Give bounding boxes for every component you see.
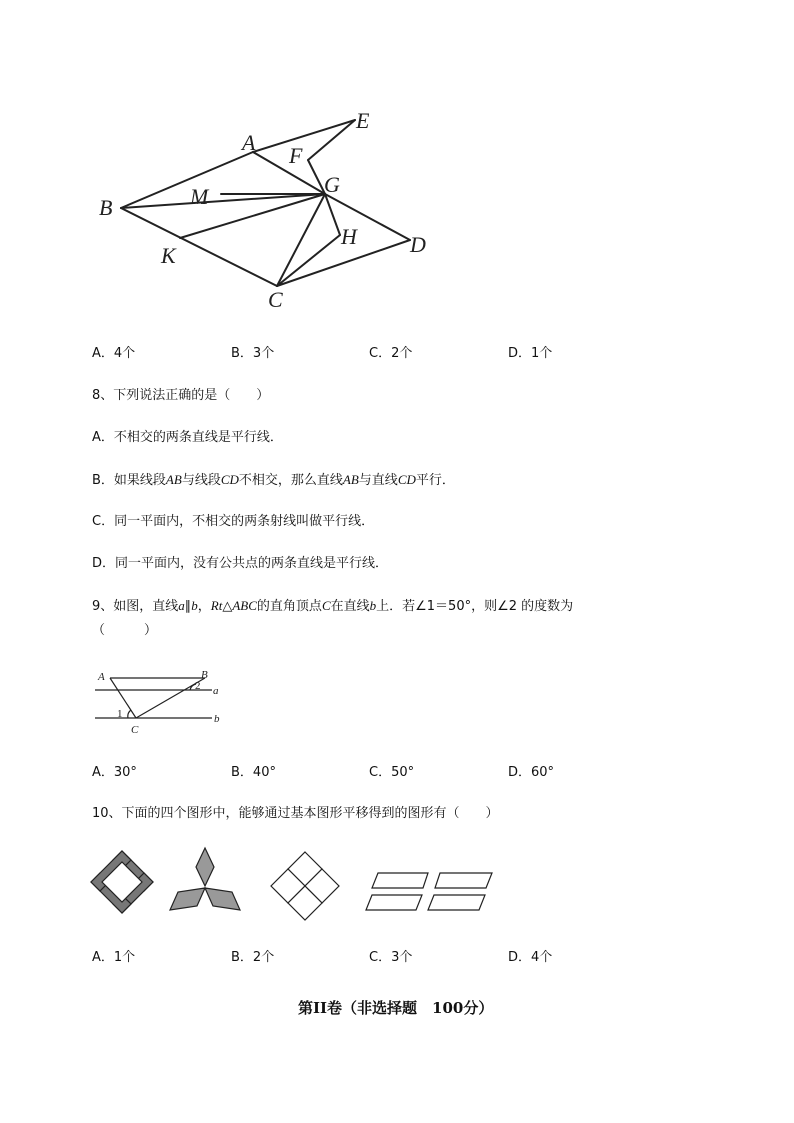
q7-option-a: A．4个 <box>92 346 136 361</box>
q9-fig-label-2: 2 <box>195 680 201 692</box>
q7-option-d: D．1个 <box>508 346 553 361</box>
q9-fig-label-1: 1 <box>117 708 123 720</box>
q9-line-b2: b <box>369 598 377 613</box>
q10-figure-1 <box>91 851 153 913</box>
q7-option-b: B．3个 <box>231 346 275 361</box>
q9-option-a: A．30° <box>92 765 137 780</box>
q9-text: 上．若∠1＝50°，则∠2 的度数为 <box>376 599 574 614</box>
section-title: 第II卷（非选择题 100分） <box>298 999 494 1017</box>
q9-text: 的直角顶点 <box>256 599 322 614</box>
q8-b-text: 与直线 <box>358 473 398 488</box>
q8-b-text: 平行． <box>415 473 455 488</box>
q10-option-b: B．2个 <box>231 950 275 965</box>
fig7-label-F: F <box>289 143 303 168</box>
q10-option-a: A．1个 <box>92 950 136 965</box>
q9-fig-label-A: A <box>98 671 105 683</box>
q9-triangle-symbol: △ <box>222 599 233 614</box>
q9-text: 在直线 <box>330 599 370 614</box>
q9-parallel-symbol: ∥ <box>184 599 192 614</box>
q9-text: 9、如图，直线 <box>92 599 179 614</box>
fig7-label-D: D <box>410 232 426 257</box>
q9-fig-label-a: a <box>213 685 219 697</box>
q9-fig-label-B: B <box>201 669 208 681</box>
q9-line-b: b <box>191 598 198 613</box>
q9-fig-label-b: b <box>214 713 220 725</box>
q8-b-text: 不相交，那么直线 <box>238 473 343 488</box>
q8-b-segment-ab: AB <box>165 472 182 487</box>
q10-stem: 10、下面的四个图形中，能够通过基本图形平移得到的图形有（ ） <box>92 806 499 821</box>
q8-option-d: D．同一平面内，没有公共点的两条直线是平行线． <box>92 556 389 571</box>
q7-option-c: C．2个 <box>369 346 413 361</box>
fig7-label-K: K <box>161 243 176 268</box>
q10-figure-3 <box>271 852 339 920</box>
q9-option-d: D．60° <box>508 765 555 780</box>
q8-option-a: A．不相交的两条直线是平行线． <box>92 430 283 445</box>
q9-answer-paren: （ ） <box>92 623 158 638</box>
fig7-label-E: E <box>356 108 370 133</box>
q8-b-line-ab: AB <box>342 472 359 487</box>
q10-figure-2 <box>170 848 240 910</box>
fig7-label-B: B <box>99 195 113 220</box>
q9-option-b: B．40° <box>231 765 276 780</box>
q9-option-c: C．50° <box>369 765 415 780</box>
fig7-label-M: M <box>190 184 209 209</box>
q10-option-c: C．3个 <box>369 950 413 965</box>
q9-line-a: a <box>178 598 185 613</box>
q8-stem: 8、下列说法正确的是（ ） <box>92 388 270 403</box>
q10-figure-4 <box>366 873 492 910</box>
fig7-label-C: C <box>268 287 283 312</box>
fig7-label-A: A <box>242 130 256 155</box>
q8-b-text: 与线段 <box>181 473 221 488</box>
fig7-label-H: H <box>341 224 357 249</box>
q9-vertex-c: C <box>321 598 331 613</box>
q8-b-segment-cd: CD <box>220 472 239 487</box>
q9-triangle-abc: ABC <box>232 598 257 613</box>
q9-text: ， <box>197 599 211 614</box>
q9-fig-label-C: C <box>131 724 139 736</box>
q8-option-c: C．同一平面内，不相交的两条射线叫做平行线． <box>92 514 375 529</box>
fig7-label-G: G <box>324 172 340 197</box>
q8-b-line-cd: CD <box>397 472 416 487</box>
q8-b-text: B．如果线段 <box>92 473 166 488</box>
q10-option-d: D．4个 <box>508 950 553 965</box>
q9-rt: Rt <box>210 598 223 613</box>
